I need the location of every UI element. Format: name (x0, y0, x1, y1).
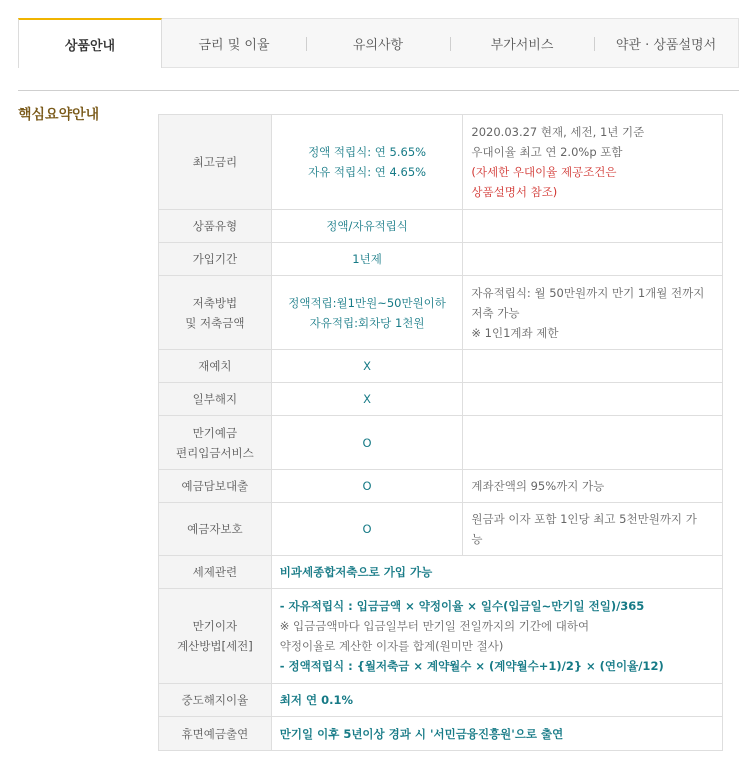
row-value: 정액/자유적립식 (271, 210, 463, 243)
row-value: O (271, 503, 463, 556)
summary-table (158, 114, 723, 751)
table-row (159, 589, 723, 684)
row-label (159, 276, 272, 350)
row-note: 계좌잔액의 95%까지 가능 (463, 470, 723, 503)
note-line: 자유적립식: 월 50만원까지 만기 1개월 전까지 (471, 285, 705, 300)
table-row (159, 383, 723, 416)
tab-terms[interactable] (594, 18, 739, 68)
row-value: X (271, 350, 463, 383)
row-value: 만기일 이후 5년이상 경과 시 '서민금융진흥원'으로 출연 (271, 717, 722, 751)
row-label: 세제관련 (159, 556, 272, 589)
divider (18, 90, 739, 91)
row-label: 재예치 (159, 350, 272, 383)
row-note (463, 383, 723, 416)
label-line: 및 저축금액 (185, 315, 245, 330)
table-row (159, 115, 723, 210)
table-row (159, 350, 723, 383)
row-label (159, 589, 272, 684)
table-row (159, 503, 723, 556)
row-label: 상품유형 (159, 210, 272, 243)
table-row (159, 684, 723, 717)
tab-label: 유의사항 (352, 37, 404, 53)
tab-label: 약관 · 상품설명서 (615, 37, 717, 53)
row-value: 비과세종합저축으로 가입 가능 (271, 556, 722, 589)
row-label: 가입기간 (159, 243, 272, 276)
formula-line: - 정액적립식 : {월저축금 × 계약월수 × (계약월수+1)/2} × (연이율/12) (279, 659, 664, 673)
row-value (271, 276, 463, 350)
note-line: 능 (471, 532, 483, 546)
table-row (159, 416, 723, 470)
row-value: O (271, 416, 463, 470)
value-line: 자유 적립식: 연 4.65% (308, 165, 427, 179)
table-row (159, 556, 723, 589)
row-note (463, 276, 723, 350)
formula-note: ※ 입금금액마다 입금일부터 만기일 전일까지의 기간에 대하여 (279, 619, 590, 633)
product-tabs (18, 18, 739, 68)
formula-line: - 자유적립식 : 입금금액 × 약정이율 × 일수(입금일~만기일 전일)/365 (279, 599, 645, 613)
tab-rates[interactable] (162, 18, 306, 68)
tab-separator (450, 37, 451, 51)
formula-note: 약정이율로 계산한 이자를 합계(원미만 절사) (279, 639, 504, 653)
label-line: 만기예금 (192, 425, 238, 440)
row-value (271, 589, 722, 684)
row-label (159, 416, 272, 470)
label-text: 최고금리 (192, 155, 238, 169)
label-line: 편리입금서비스 (176, 445, 254, 460)
section-title: 핵심요약안내 (18, 107, 100, 123)
tab-separator (306, 37, 307, 51)
row-label: 예금자보호 (159, 503, 272, 556)
row-note (463, 115, 723, 210)
table-row (159, 276, 723, 350)
row-value (271, 115, 463, 210)
table-row (159, 243, 723, 276)
note-line: 저축 가능 (471, 305, 520, 320)
note-warning: 상품설명서 참조) (471, 185, 558, 199)
row-note (463, 243, 723, 276)
table-row (159, 717, 723, 751)
note-line: 원금과 이자 포함 1인당 최고 5천만원까지 가 (471, 512, 697, 526)
row-note (463, 416, 723, 470)
tab-label: 부가서비스 (490, 37, 554, 53)
label-line: 계산방법[세전] (177, 639, 253, 653)
row-label: 휴면예금출연 (159, 717, 272, 751)
value-line: 정액 적립식: 연 5.65% (308, 145, 427, 159)
tab-separator (594, 37, 595, 51)
tab-extra-services[interactable] (450, 18, 594, 68)
row-value: O (271, 470, 463, 503)
table-row (159, 210, 723, 243)
tab-notices[interactable] (306, 18, 450, 68)
note-warning: (자세한 우대이율 제공조건은 (471, 165, 617, 179)
row-value: 최저 연 0.1% (271, 684, 722, 717)
note-line: ※ 1인1계좌 제한 (471, 325, 559, 340)
row-label: 예금담보대출 (159, 470, 272, 503)
row-label: 일부해지 (159, 383, 272, 416)
value-line: 정액적립:월1만원~50만원이하 (288, 295, 446, 310)
tab-label: 금리 및 이율 (198, 37, 270, 53)
tab-product-info[interactable] (18, 18, 162, 68)
value-line: 자유적립:회차당 1천원 (309, 315, 425, 330)
row-note (463, 210, 723, 243)
row-note (463, 350, 723, 383)
row-note (463, 503, 723, 556)
row-label: 중도해지이율 (159, 684, 272, 717)
row-value: X (271, 383, 463, 416)
note-line: 2020.03.27 현재, 세전, 1년 기준 (471, 125, 645, 139)
tab-label: 상품안내 (64, 38, 116, 54)
label-line: 만기이자 (192, 619, 238, 633)
row-label (159, 115, 272, 210)
label-line: 저축방법 (192, 295, 238, 310)
row-value: 1년제 (271, 243, 463, 276)
note-line: 우대이율 최고 연 2.0%p 포함 (471, 145, 623, 159)
table-row (159, 470, 723, 503)
